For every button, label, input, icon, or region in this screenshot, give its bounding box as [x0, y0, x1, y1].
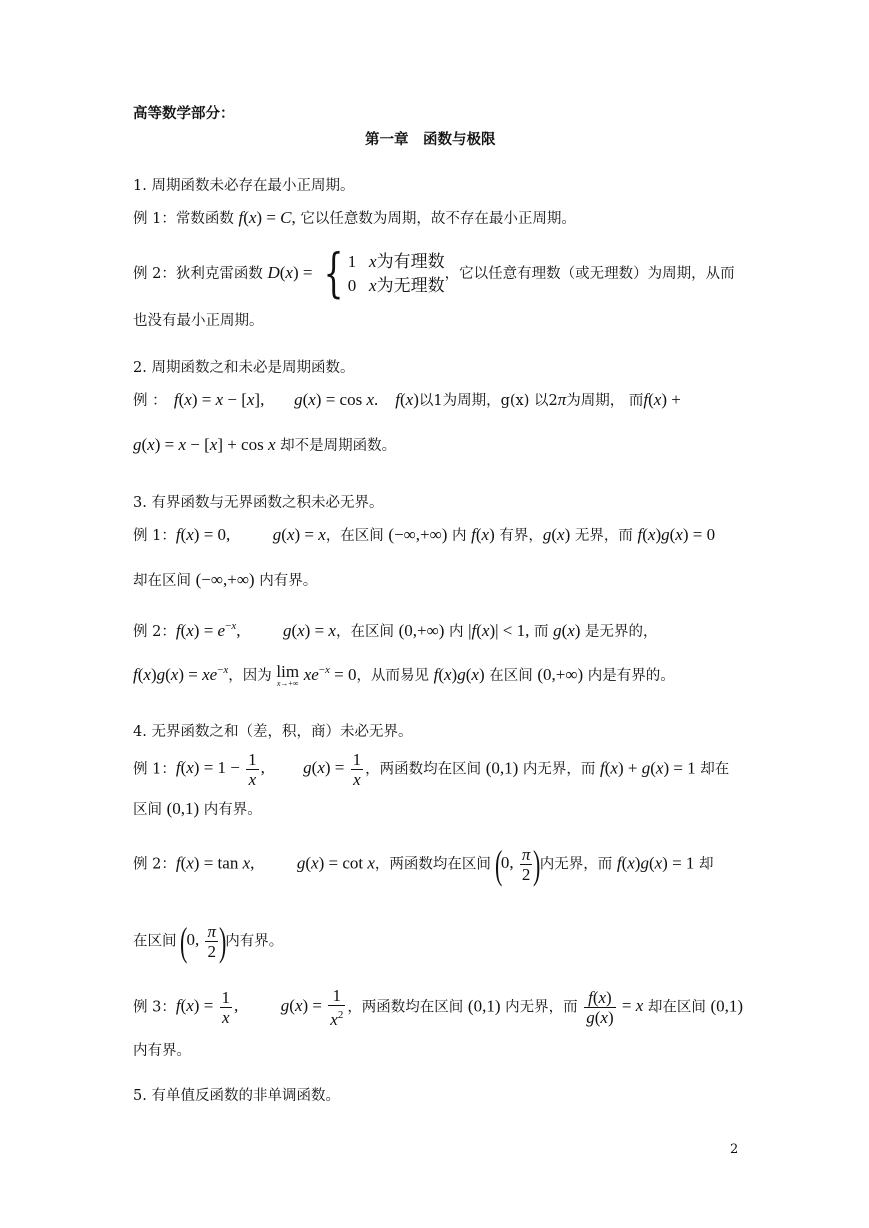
item-4-example-2b: 在区间 (0, $\frac{\pi}{2}$ )内有界。	[133, 918, 284, 964]
section-title: 高等数学部分：	[133, 105, 235, 122]
item-3-example-1a: 例 1：f(x) = 0, g(x) = x，在区间 (−∞,+∞) 内 f(x) 有界，g(x) 无界，而 f(x)g(x) = 0	[133, 525, 716, 544]
item-3-example-2a: 例 2：$f(x) = e^{-x}$, g(x) = x，在区间 (0,+∞) 内 |f(x)| < 1, 而 g(x) 是无界的，	[133, 620, 658, 640]
item-1-example-1: 例 1：常数函数 f(x) = C, 它以任意数为周期，故不存在最小正周期。	[133, 208, 576, 227]
item-3-title: 3. 有界函数与无界函数之积未必无界。	[133, 495, 384, 511]
item-3-example-2b: $f(x)g(x) = xe^{-x}$，因为 lim x→+∞ $xe^{-x} = 0$，从而易见 f(x)g(x) 在区间 (0,+∞) 内是有界的。	[133, 661, 675, 688]
item-4-example-1a: 例 1：f(x) = 1 − $\frac{1}{x}$ , g(x) = $\frac{1}{x}$ ，两函数均在区间 (0,1) 内无界，而 f(x) + g(x) = 1 却在	[133, 750, 730, 789]
item-4-example-1b: 区间 (0,1) 内有界。	[133, 799, 262, 818]
item-4-example-3b: 内有界。	[133, 1043, 191, 1059]
item-2-example-b: g(x) = x − [x] + cos x 却不是周期函数。	[133, 435, 397, 454]
item-1-title: 1. 周期函数未必存在最小正周期。	[133, 178, 355, 194]
item-1-example-2: 例 2：狄利克雷函数 D(x) = { 1 x为有理数 0 x为无理数 ，它以任意有理数（或无理数）为周期，从而	[133, 244, 735, 304]
item-2-example-a: 例 ： f(x) = x − [x], g(x) = cos x. f(x)以1为周期，g(x) 以2π为周期， 而f(x) +	[133, 390, 681, 409]
page-number: 2	[730, 1142, 739, 1157]
item-3-example-1b: 却在区间 (−∞,+∞) 内有界。	[133, 570, 318, 589]
item-4-title: 4. 无界函数之和（差，积，商）未必无界。	[133, 724, 413, 740]
item-4-example-3a: 例 3：f(x) = $\frac{1}{x}$ , g(x) = $\frac{1}{x^2}$ ，两函数均在区间 (0,1) 内无界，而 $\frac{f(x)}{g(x)}$ = x 却在区间 (0,1)	[133, 986, 744, 1029]
item-5-title: 5. 有单值反函数的非单调函数。	[133, 1088, 340, 1104]
item-1-example-2-cont: 也没有最小正周期。	[133, 313, 264, 329]
item-2-title: 2. 周期函数之和未必是周期函数。	[133, 360, 355, 376]
chapter-title: 第一章 函数与极限	[365, 131, 496, 148]
item-4-example-2a: 例 2：f(x) = tan x, g(x) = cot x，两函数均在区间 (0, $\frac{\pi}{2}$ )内无界，而 f(x)g(x) = 1 却	[133, 841, 714, 887]
